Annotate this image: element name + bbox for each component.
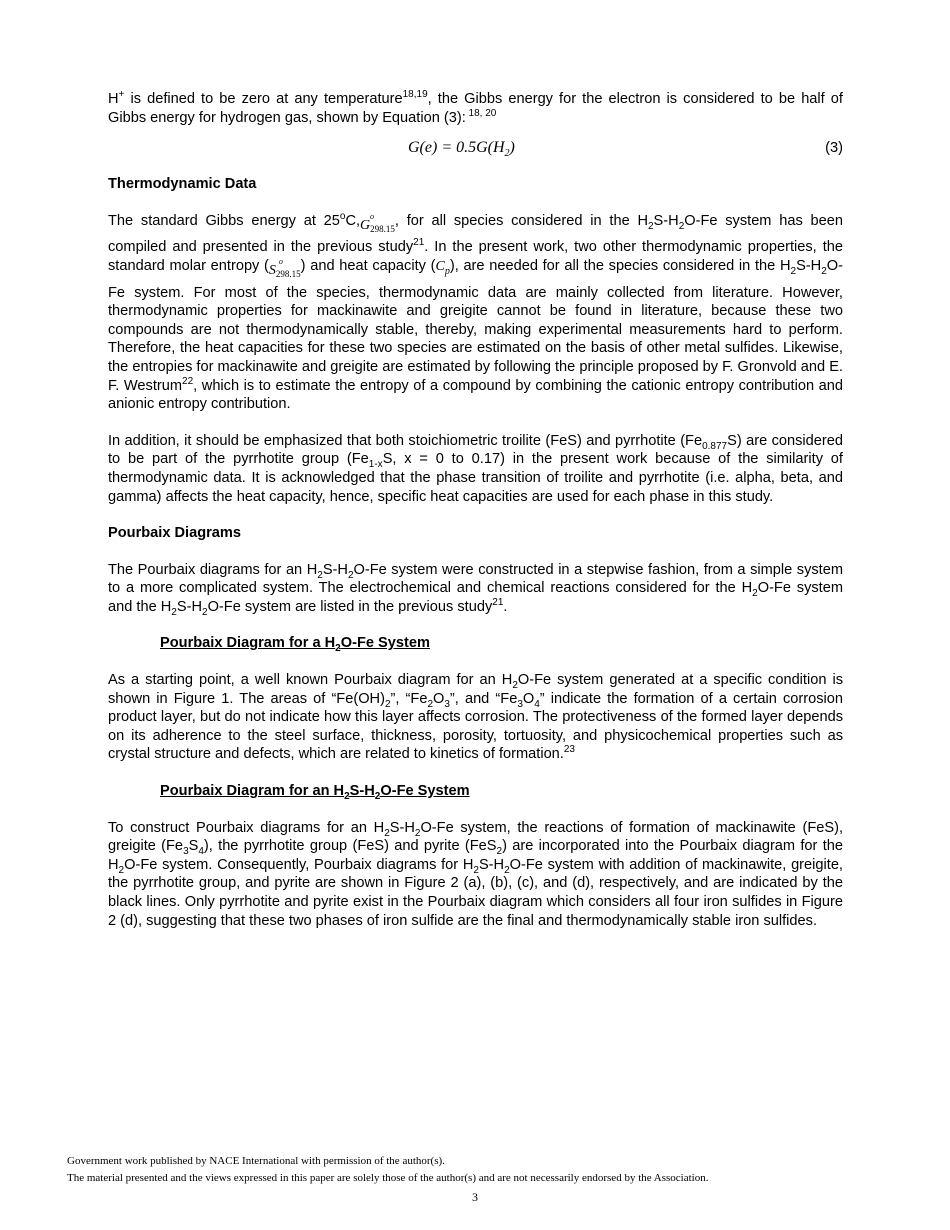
paragraph-gibbs-electron: H+ is defined to be zero at any temperature$^{18,19}$, the Gibbs energy for the electron is considered to be half of Gibbs energy for hydrogen gas, shown by Equation (3): $^{18, 20}$	[108, 89, 843, 126]
paragraph-pyrrhotite-group: In addition, it should be emphasized that both stoichiometric troilite (FeS) and pyrrhotite $(Fe_{0.877}S)$ are considered to be part of the pyrrhotite group ($Fe_{1-x}S$, x = 0 to 0.17) in the present work because of the similarity of thermodynamic data. It is acknowledged that the phase transition of troilite and pyrrhotite (i.e. alpha, beta, and gamma) affects the heat capacity, hence, specific heat capacities are used for each phase in this study.	[108, 432, 843, 505]
paragraph-thermodynamic-data: The standard Gibbs energy at 25$^o$C,G o $_{298.15}$, for all species considered in the $H_2S-H_2O-Fe$ system has been compiled and presented in the previous study$^{21}$. In the present work, two other thermodynamic properties, the standard molar entropy (S o $_{298.15}$) and heat capacity $(C_p)$, are needed for all the species considered in the $H_2S-H_2O-Fe$ system. For most of the species, thermodynamic data are mainly collected from literature. However, thermodynamic properties for mackinawite and greigite cannot be found in literature, because these two compounds are not thermodynamically stable, thereby, making experimental measurements hard to perform. Therefore, the heat capacities for these two species are estimated on the basis of other metal sulfides. Likewise, the entropies for mackinawite and greigite are estimated by following the principle proposed by F. Gronvold and E. F. Westrum$^{22}$, which is to estimate the entropy of a compound by combining the cationic entropy contribution and anionic entropy contribution.	[108, 210, 843, 413]
footer-line-permission: Government work published by NACE International with permission of the author(s).	[67, 1155, 445, 1167]
page-footer	[67, 1153, 887, 1187]
heading-h2s-h2o-fe-system: Pourbaix Diagram for an $H_2S-H_2O-Fe$ System	[160, 783, 470, 802]
heading-h2o-fe-system: Pourbaix Diagram for a $H_2O-Fe$ System	[160, 635, 430, 655]
paragraph-h2s-h2o-fe-diagram: To construct Pourbaix diagrams for an $H_2S-H_2O-Fe$ system, the reactions of formation of mackinawite (FeS), greigite $(Fe_3S_4)$, the pyrrhotite group (FeS) and pyrite (FeS$_2$) are incorporated into the Pourbaix diagram for the $H_2O-Fe$ system. Consequently, Pourbaix diagrams for $H_2S-H_2O-Fe$ system with addition of mackinawite, greigite, the pyrrhotite group, and pyrite are shown in Figure 2 (a), (b), (c), and (d), respectively, and are indicated by the black lines. Only pyrrhotite and pyrite exist in the Pourbaix diagram which considers all four iron sulfides in Figure 2 (d), suggesting that these two phases of iron sulfide are the final and thermodynamically stable iron sulfides.	[108, 819, 843, 929]
equation-number: (3)	[825, 140, 843, 157]
heading-thermodynamic-data: Thermodynamic Data	[108, 176, 257, 193]
paragraph-pourbaix-intro: The Pourbaix diagrams for an $H_2S-H_2O-Fe$ system were constructed in a stepwise fashion, from a simple system to a more complicated system. The electrochemical and chemical reactions considered for the $H_2O-Fe$ system and the $H_2S-H_2O-Fe$ system are listed in the previous study$^{21}$.	[108, 561, 844, 618]
page-number: 3	[472, 1190, 478, 1204]
main-content	[108, 90, 843, 930]
paragraph-h2o-fe-diagram: As a starting point, a well known Pourbaix diagram for an $H_2O-Fe$ system generated at a specific condition is shown in Figure 1. The areas of “$Fe(OH)_2$”, “$Fe_2O_3$”, and “$Fe_3O_4$” indicate the formation of a certain corrosion product layer, but do not indicate how this layer affects corrosion. The protectiveness of the formed layer depends on its adherence to the steel surface, thickness, porosity, tortuosity, and physicochemical properties such as crystal structure and defects, which are related to kinetics of formation.$^{23}$	[108, 672, 843, 763]
gibbs-symbol: G o $_{298.15}$	[360, 211, 395, 234]
heat-capacity-symbol: C	[435, 258, 445, 274]
heading-pourbaix-diagrams: Pourbaix Diagrams	[108, 525, 242, 542]
entropy-symbol: S o $_{298.15}$	[268, 256, 301, 279]
equation-formula: $G(e) = 0.5G(H_2)$	[408, 139, 515, 160]
footer-line-disclaimer: The material presented and the views expressed in this paper are solely those of the author(s) and are not necessarily endorsed by the Association.	[67, 1172, 709, 1184]
equation-3	[108, 139, 843, 159]
